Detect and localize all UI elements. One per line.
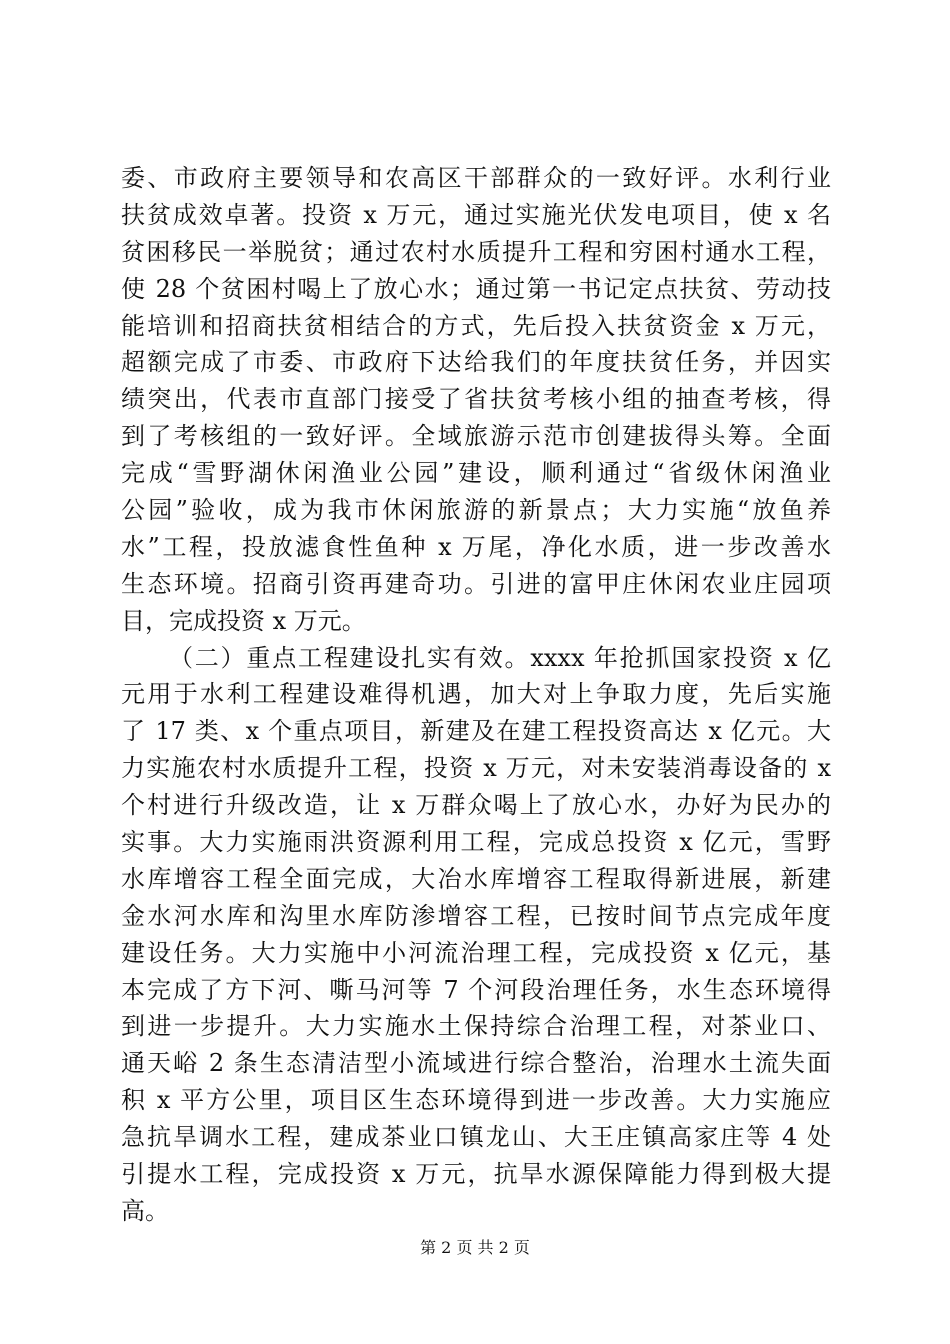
page-footer [0, 1238, 950, 1258]
text-line: 到了考核组的一致好评。全域旅游示范市创建拔得头筹。全面 [121, 422, 831, 451]
text-line: 通天峪 2 条生态清洁型小流域进行综合整治，治理水土流失面 [121, 1049, 831, 1078]
text-line: 能培训和招商扶贫相结合的方式，先后投入扶贫资金 x 万元， [121, 311, 831, 340]
text-line: 元用于水利工程建设难得机遇，加大对上争取力度，先后实施 [121, 680, 831, 709]
paragraph-start-line: （二）重点工程建设扎实有效。xxxx 年抢抓国家投资 x 亿 [169, 643, 831, 672]
text-line: 目，完成投资 x 万元。 [121, 606, 366, 635]
document-body [121, 160, 831, 1230]
text-line: 力实施农村水质提升工程，投资 x 万元，对未安装消毒设备的 x [121, 754, 831, 783]
text-line: 水”工程，投放滤食性鱼种 x 万尾，净化水质，进一步改善水 [121, 532, 831, 561]
text-line: 实事。大力实施雨洪资源利用工程，完成总投资 x 亿元，雪野 [121, 828, 831, 857]
text-line: 贫困移民一举脱贫；通过农村水质提升工程和穷困村通水工程， [121, 237, 831, 266]
text-line: 使 28 个贫困村喝上了放心水；通过第一书记定点扶贫、劳动技 [121, 274, 831, 303]
text-line: 公园”验收，成为我市休闲旅游的新景点；大力实施“放鱼养 [121, 496, 831, 525]
text-line: 水库增容工程全面完成，大冶水库增容工程取得新进展，新建 [121, 864, 831, 893]
text-line: 个村进行升级改造，让 x 万群众喝上了放心水，办好为民办的 [121, 791, 831, 820]
text-line: 绩突出，代表市直部门接受了省扶贫考核小组的抽查考核，得 [121, 385, 831, 414]
text-line: 扶贫成效卓著。投资 x 万元，通过实施光伏发电项目，使 x 名 [121, 200, 831, 229]
text-line: 积 x 平方公里，项目区生态环境得到进一步改善。大力实施应 [121, 1086, 831, 1115]
page-number-label: 第 2 页 共 2 页 [420, 1238, 530, 1257]
text-line: 引提水工程，完成投资 x 万元，抗旱水源保障能力得到极大提 [121, 1160, 831, 1189]
text-line: 生态环境。招商引资再建奇功。引进的富甲庄休闲农业庄园项 [121, 569, 831, 598]
text-line: 建设任务。大力实施中小河流治理工程，完成投资 x 亿元，基 [121, 938, 831, 967]
text-line: 委、市政府主要领导和农高区干部群众的一致好评。水利行业 [121, 164, 831, 192]
text-line: 金水河水库和沟里水库防渗增容工程，已按时间节点完成年度 [121, 901, 831, 930]
text-line: 到进一步提升。大力实施水土保持综合治理工程，对茶业口、 [121, 1012, 831, 1041]
text-line: 超额完成了市委、市政府下达给我们的年度扶贫任务，并因实 [121, 348, 831, 377]
text-line: 本完成了方下河、嘶马河等 7 个河段治理任务，水生态环境得 [121, 975, 831, 1004]
text-line: 高。 [121, 1196, 169, 1225]
text-line: 急抗旱调水工程，建成茶业口镇龙山、大王庄镇高家庄等 4 处 [121, 1123, 831, 1152]
text-line: 完成“雪野湖休闲渔业公园”建设，顺利通过“省级休闲渔业 [121, 459, 831, 488]
text-line: 了 17 类、x 个重点项目，新建及在建工程投资高达 x 亿元。大 [121, 717, 831, 746]
